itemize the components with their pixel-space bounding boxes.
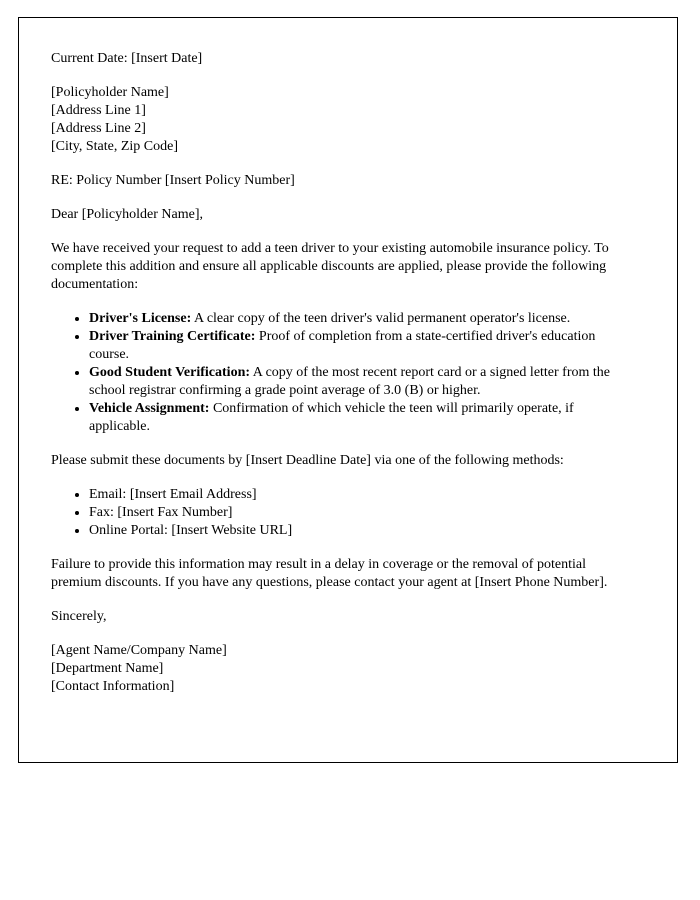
signature-line-1: [Agent Name/Company Name] [51,643,227,658]
signature-line-2: [Department Name] [51,661,164,676]
list-item: • Online Portal: [Insert Website URL] [89,522,631,540]
bullet-label: Driver's License: [89,311,192,326]
documentation-list [51,310,631,436]
letter-page [18,17,678,763]
bullet-label: Driver Training Certificate: [89,329,256,344]
list-item [89,328,631,364]
intro-paragraph: We have received your request to add a teen driver to your existing automobile insurance policy. To complete this addition and ensure all applicable discounts are applied, please provide the following documentation: [51,241,609,292]
bullet-label: Vehicle Assignment: [89,401,210,416]
bullet-label: Good Student Verification: [89,365,251,380]
sign-off: Sincerely, [51,609,107,624]
recipient-block [51,84,631,156]
submit-paragraph: Please submit these documents by [Insert Deadline Date] via one of the following methods: [51,453,564,468]
recipient-address-1: [Address Line 1] [51,103,146,118]
list-item: • Email: [Insert Email Address] [89,486,631,504]
salutation: Dear [Policyholder Name], [51,207,203,222]
list-item: • Fax: [Insert Fax Number] [89,504,631,522]
list-item [89,310,631,328]
recipient-city-state-zip: [City, State, Zip Code] [51,139,179,154]
date-line: Current Date: [Insert Date] [51,51,203,66]
bullet-text: Proof of completion from a state-certified driver's education course. [89,329,596,362]
bullet-text: Confirmation of which vehicle the teen will primarily operate, if applicable. [89,401,574,434]
recipient-name: [Policyholder Name] [51,85,169,100]
re-line: RE: Policy Number [Insert Policy Number] [51,173,295,188]
recipient-address-2: [Address Line 2] [51,121,146,136]
list-item [89,400,631,436]
list-item [89,364,631,400]
bullet-text: A copy of the most recent report card or a signed letter from the school registrar confirming a grade point average of 3.0 (B) or higher. [89,365,611,398]
closing-paragraph: Failure to provide this information may result in a delay in coverage or the removal of potential premium discounts. If you have any questions, please contact your agent at [Insert Phone Number]. [51,557,608,590]
bullet-text: A clear copy of the teen driver's valid permanent operator's license. [191,311,571,326]
submission-methods-list [51,486,631,540]
signature-line-3: [Contact Information] [51,679,175,694]
signature-block [51,642,631,696]
